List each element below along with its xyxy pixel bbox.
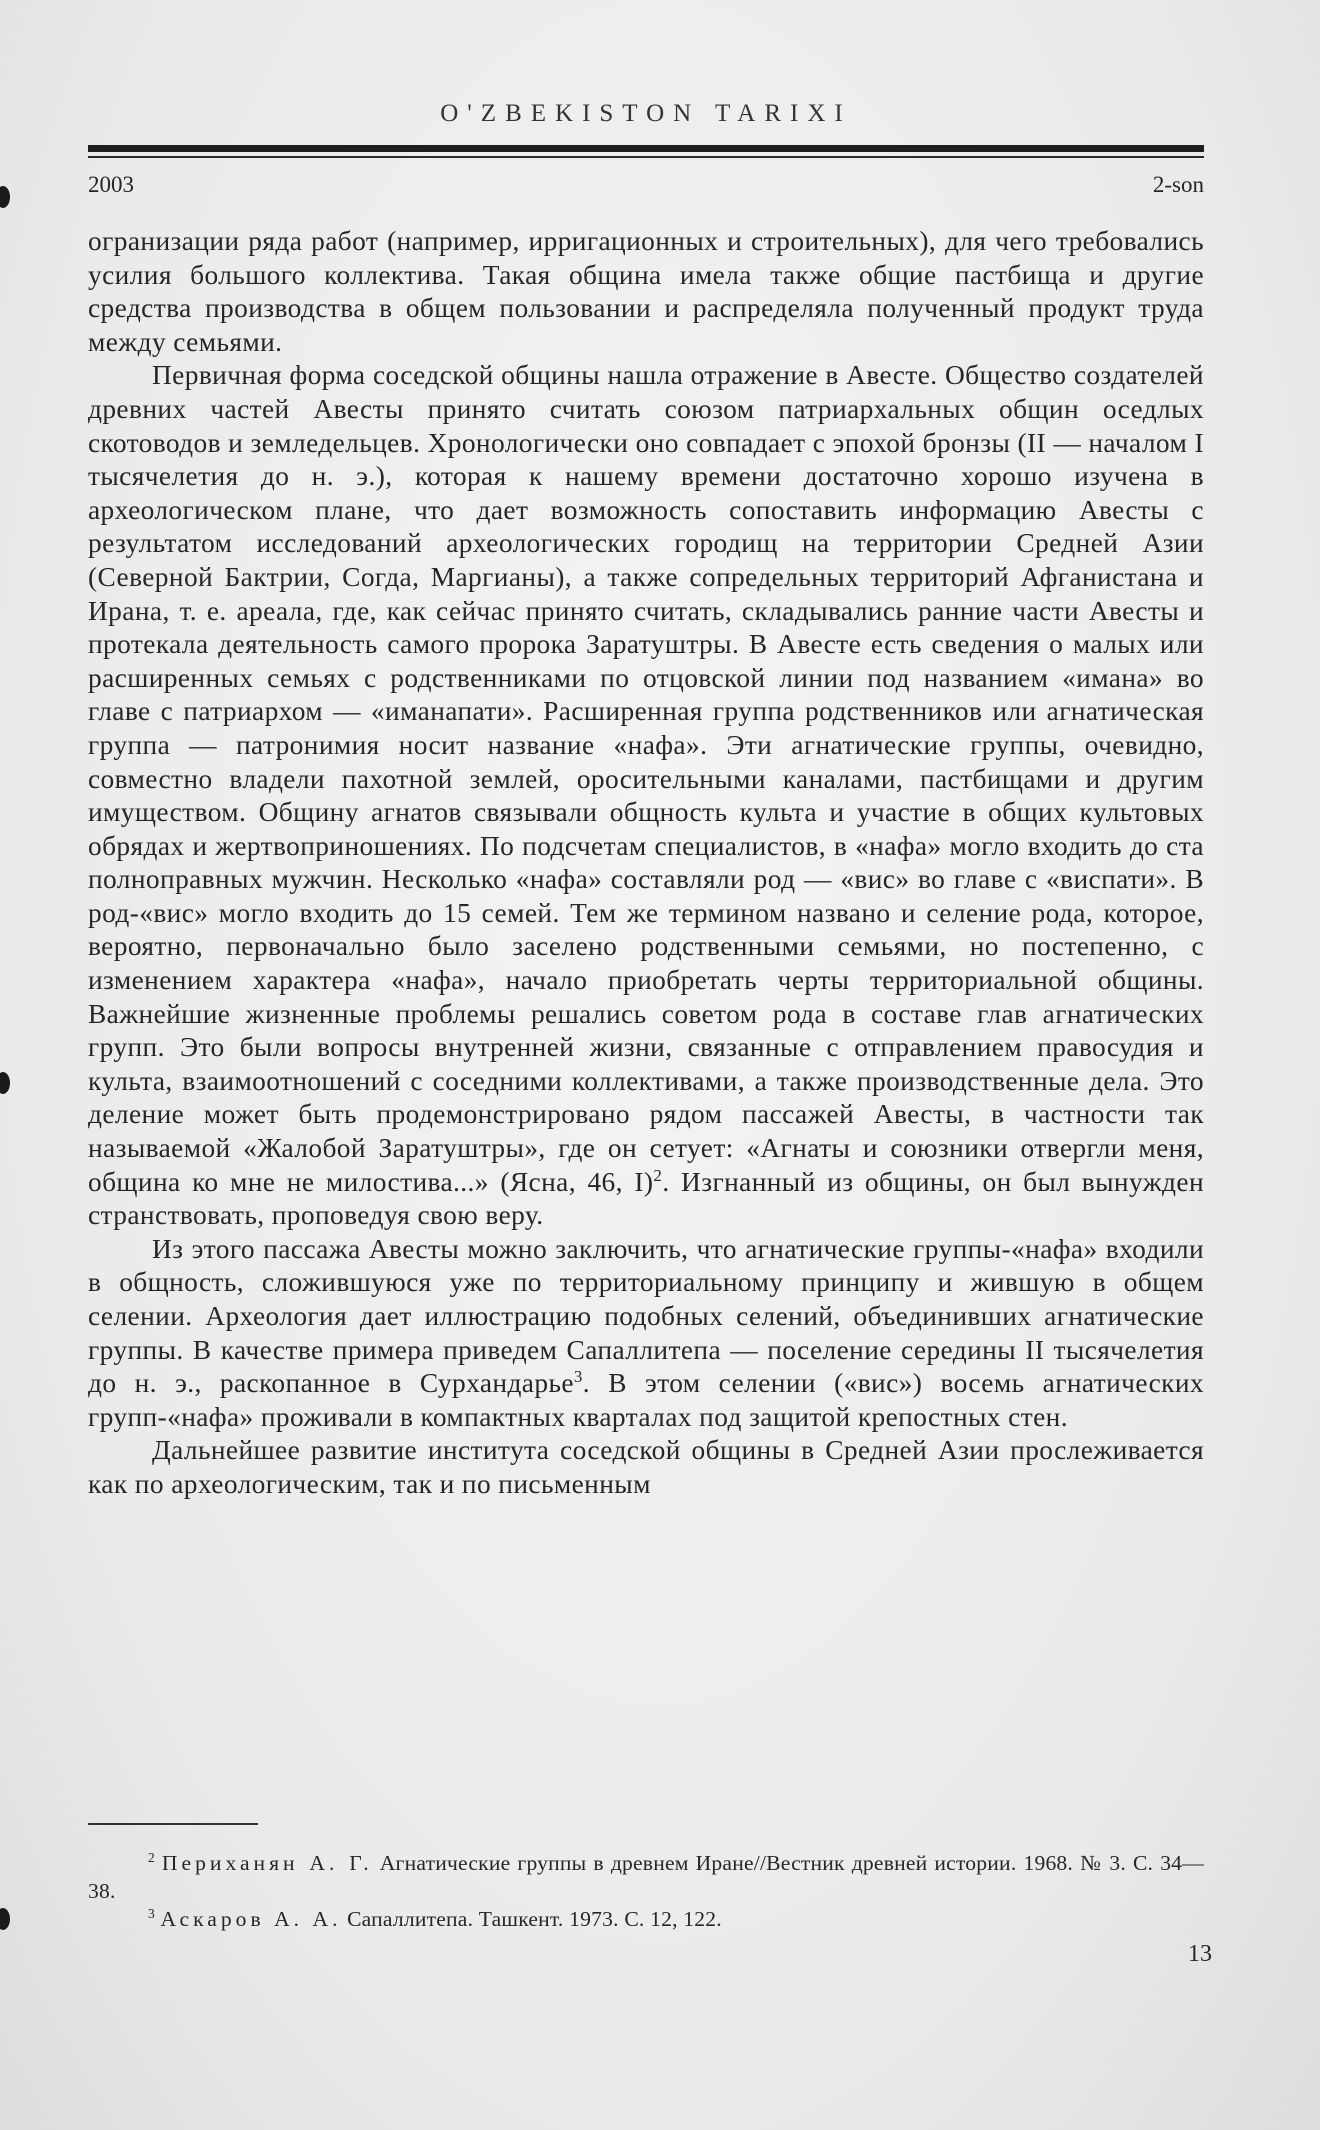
paragraph-3-text: Из этого пассажа Авесты можно заключить, что агнатические группы-«нафа» входили в общность, сложившуюся уже по территориальному принципу и жившую в общем селении. Археология дает иллюстрацию подобных селений, объединивших агнатические группы. В качестве примера приведем Сапаллитепа — поселение середины II тысячелетия до н. э., раскопанное в Сурхандарье (88, 1233, 1204, 1399)
header-rule-thick (88, 145, 1204, 152)
paragraph-1: огранизации ряда работ (например, ирригационных и строительных), для чего требовались усилия большого коллектива. Такая община имела также общие пастбища и другие средства производства в общем пользовании и распределяла полученный продукт труда между семьями. (88, 226, 1204, 357)
paragraph-2 (88, 359, 1204, 1232)
article-body (88, 225, 1204, 1502)
footnote-author: Периханян А. Г. (161, 1851, 373, 1875)
footnote-mark: 3 (148, 1905, 155, 1921)
header-issue: 2-son (1152, 172, 1204, 197)
paragraph-4: Дальнейшее развитие института соседской общины в Средней Азии прослеживается как по археологическим, так и по письменным (88, 1435, 1204, 1499)
page-number: 13 (1188, 1941, 1212, 1967)
paragraph-3-tail: . В этом селении («вис») восемь агнатических групп-«нафа» проживали в компактных кварталах под защитой крепостных стен. (88, 1368, 1204, 1432)
paragraph-2-text: Первичная форма соседской общины нашла отражение в Авесте. Общество создателей древних частей Авесты принято считать союзом патриархальных общин оседлых скотоводов и земледельцев. Хронологически оно совпадает с эпохой бронзы (II — началом I тысячелетия до н. э.), которая к нашему времени достаточно хорошо изучена в археологическом плане, что дает возможность сопоставить информацию Авесты с результатом исследований археологических городищ на территории Средней Азии (Северной Бактрии, Согда, Маргианы), а также сопредельных территорий Афганистана и Ирана, т. е. ареала, где, как сейчас принято считать, складывались ранние части Авесты и протекала деятельность самого пророка Заратуштры. В Авесте есть сведения о малых или расширенных семьях с родственниками по отцовской линии под названием «имана» во главе с патриархом — «иманапати». Расширенная группа родственников или агнатическая группа — патронимия носит название «нафа». Эти агнатические группы, очевидно, совместно владели пахотной землей, оросительными каналами, пастбищами и другим имуществом. Общину агнатов связывали общность культа и участие в общих культовых обрядах и жертвоприношениях. По подсчетам специалистов, в «нафа» могло входить до ста полноправных мужчин. Несколько «нафа» составляли род — «вис» во главе с «виспати». В род-«вис» могло входить до 15 семей. Тем же термином названо и селение рода, которое, вероятно, первоначально было заселено родственными семьями, но постепенно, с изменением характера «нафа», начало приобретать черты территориальной общины. Важнейшие жизненные проблемы решались советом рода в составе глав агнатических групп. Это были вопросы внутренней жизни, связанные с отправлением правосудия и культа, взаимоотношений с соседними коллективами, а также производственные дела. Это деление может быть продемонстрировано рядом пассажей Авесты, в частности так называемой «Жалобой Заратуштры», где он сетует: «Агнаты и союзники отвергли меня, община ко мне не милостива...» (Ясна, 46, I) (88, 360, 1204, 1197)
header-year: 2003 (88, 172, 134, 197)
footnotes (88, 1849, 1204, 1933)
footnote-text: Агнатические группы в древнем Иране//Вестник древней истории. 1968. № 3. С. 34—38. (88, 1851, 1204, 1903)
footnote-author: Аскаров А. А. (160, 1907, 342, 1931)
footnote-text: Сапаллитепа. Ташкент. 1973. С. 12, 122. (341, 1907, 722, 1931)
header-rule-thin (88, 156, 1204, 158)
footnote-ref-3: 3 (573, 1367, 583, 1387)
footnote-2 (88, 1849, 1204, 1905)
footnote-rule (88, 1823, 258, 1825)
footnote-ref-2: 2 (653, 1165, 663, 1185)
journal-title: O'ZBEKISTON TARIXI (440, 100, 852, 127)
paragraph-2-tail: . Изгнанный из общины, он был вынужден странствовать, проповедуя свою веру. (88, 1166, 1205, 1231)
footnote-mark: 2 (148, 1849, 155, 1865)
paragraph-3 (88, 1233, 1204, 1435)
footnote-3 (88, 1905, 1204, 1933)
